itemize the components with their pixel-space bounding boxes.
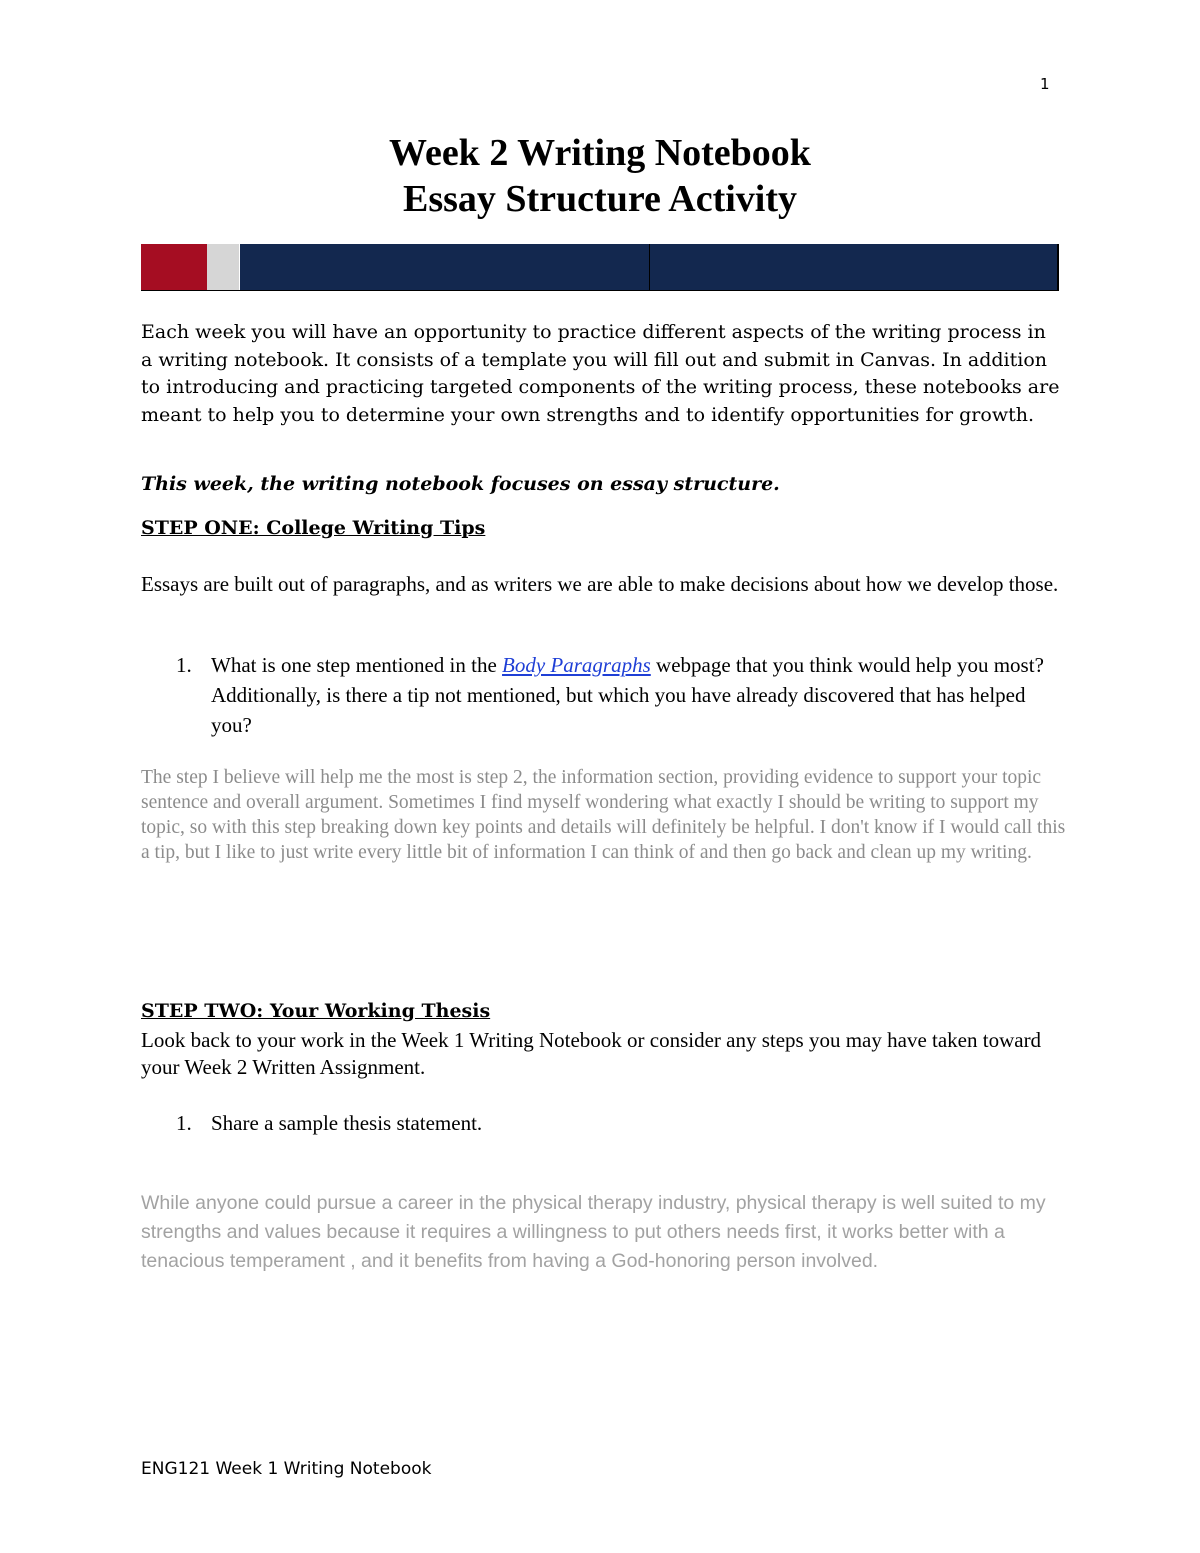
- question-text: Share a sample thesis statement.: [211, 1111, 483, 1135]
- step-two-heading: STEP TWO: Your Working Thesis: [141, 1000, 491, 1022]
- document-title: [0, 130, 1200, 222]
- step-one-question: [176, 650, 1046, 740]
- step-one-text: Essays are built out of paragraphs, and as writers we are able to make decisions about how we develop those.: [141, 572, 1059, 596]
- bar-gray-block: [207, 244, 240, 290]
- question-number: 1.: [176, 1111, 192, 1135]
- bar-red-block: [141, 244, 207, 290]
- title-line-1: Week 2 Writing Notebook: [389, 132, 811, 174]
- question-text-after: webpage that you think would help you most? Additionally, is there a tip not mentioned, but which you have already discovered that has helped you?: [211, 653, 1044, 737]
- question-text: [211, 650, 1046, 740]
- step-two-question: [176, 1108, 1046, 1138]
- intro-paragraph: Each week you will have an opportunity to practice different aspects of the writing process in a writing notebook. It consists of a template you will fill out and submit in Canvas. In addition to introducing and practicing targeted components of the writing process, these notebooks are meant to help you to determine your own strengths and to identify opportunities for growth.: [141, 321, 1060, 426]
- step-one-heading: STEP ONE: College Writing Tips: [141, 517, 486, 539]
- question-text-before: What is one step mentioned in the: [211, 653, 503, 677]
- step-two-text: Look back to your work in the Week 1 Writing Notebook or consider any steps you may have taken toward your Week 2 Written Assignment.: [141, 1028, 1042, 1079]
- focus-statement: This week, the writing notebook focuses on essay structure.: [141, 473, 780, 495]
- question-number: 1.: [176, 653, 192, 677]
- bar-navy-block-1: [240, 244, 650, 290]
- step-one-answer: The step I believe will help me the most is step 2, the information section, providing evidence to support your topic sentence and overall argument. Sometimes I find myself wondering what exactly I should be writing to support my topic, so with this step breaking down key points and details will definitely be helpful. I don't know if I would call this a tip, but I like to just write every little bit of information I can think of and then go back and clean up my writing.: [141, 767, 1066, 863]
- page-footer: ENG121 Week 1 Writing Notebook: [141, 1459, 432, 1479]
- body-paragraphs-link[interactable]: Body Paragraphs: [502, 653, 651, 677]
- page-number: 1: [1040, 75, 1050, 93]
- title-line-2: Essay Structure Activity: [402, 178, 798, 220]
- step-two-answer: While anyone could pursue a career in the physical therapy industry, physical therapy is well suited to my strengths and values because it requires a willingness to put others needs first, it works better with a tenacious temperament , and it benefits from having a God-honoring person involved.: [141, 1192, 1046, 1272]
- decorative-color-bar: [141, 244, 1059, 291]
- bar-navy-block-2: [650, 244, 1059, 290]
